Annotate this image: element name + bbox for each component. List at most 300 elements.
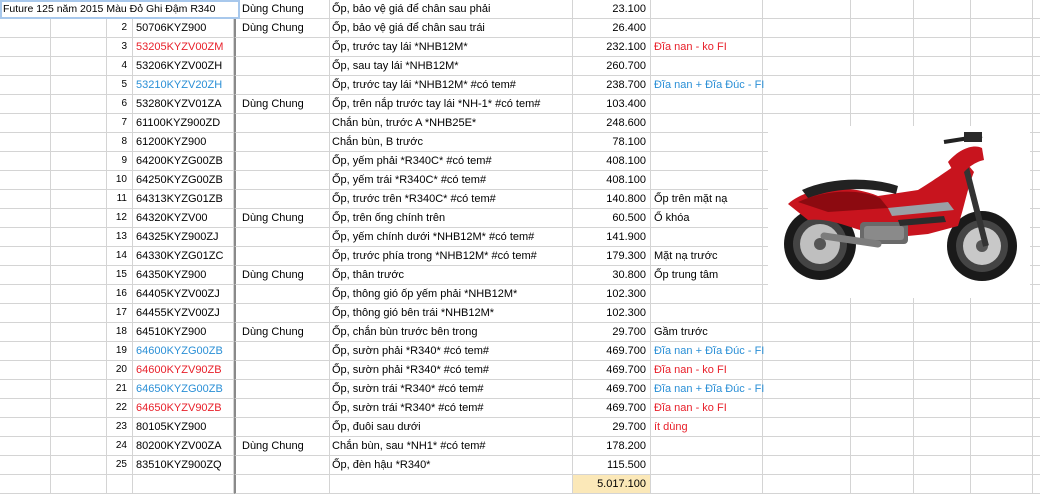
part-name-cell[interactable]: Ốp, sườn trái *R340* #có tem# — [330, 399, 573, 418]
col-j-cell[interactable] — [914, 95, 971, 114]
col-a-cell[interactable] — [0, 323, 51, 342]
col-b-cell[interactable] — [51, 456, 107, 475]
col-j-cell[interactable] — [914, 57, 971, 76]
col-j-cell[interactable] — [914, 361, 971, 380]
col-h-cell[interactable] — [763, 399, 851, 418]
col-a-cell[interactable] — [0, 361, 51, 380]
col-b-cell[interactable] — [51, 209, 107, 228]
col-l-cell[interactable] — [1033, 380, 1040, 399]
part-name-cell[interactable]: Ốp, sườn trái *R340* #có tem# — [330, 380, 573, 399]
usage-cell[interactable] — [234, 475, 330, 494]
price-cell[interactable]: 178.200 — [573, 437, 651, 456]
usage-cell[interactable]: Dùng Chung — [234, 95, 330, 114]
col-b-cell[interactable] — [51, 361, 107, 380]
col-h-cell[interactable] — [763, 304, 851, 323]
part-name-cell[interactable]: Ốp, đuôi sau dưới — [330, 418, 573, 437]
note-cell[interactable] — [651, 95, 763, 114]
col-l-cell[interactable] — [1033, 190, 1040, 209]
col-l-cell[interactable] — [1033, 38, 1040, 57]
col-b-cell[interactable] — [51, 95, 107, 114]
col-k-cell[interactable] — [971, 399, 1033, 418]
col-l-cell[interactable] — [1033, 228, 1040, 247]
col-k-cell[interactable] — [971, 304, 1033, 323]
col-j-cell[interactable] — [914, 380, 971, 399]
col-j-cell[interactable] — [914, 0, 971, 19]
col-a-cell[interactable] — [0, 190, 51, 209]
col-k-cell[interactable] — [971, 361, 1033, 380]
part-code-cell[interactable]: 50706KYZ900 — [133, 19, 234, 38]
col-a-cell[interactable] — [0, 285, 51, 304]
col-b-cell[interactable] — [51, 475, 107, 494]
col-a-cell[interactable] — [0, 152, 51, 171]
note-cell[interactable]: Đĩa nan - ko FI — [651, 399, 763, 418]
col-a-cell[interactable] — [0, 456, 51, 475]
usage-cell[interactable]: Dùng Chung — [234, 209, 330, 228]
col-b-cell[interactable] — [51, 342, 107, 361]
row-number-cell[interactable]: 17 — [107, 304, 133, 323]
col-a-cell[interactable] — [0, 475, 51, 494]
part-code-cell[interactable]: 64250KYZG00ZB — [133, 171, 234, 190]
note-cell[interactable] — [651, 19, 763, 38]
col-h-cell[interactable] — [763, 456, 851, 475]
usage-cell[interactable] — [234, 171, 330, 190]
col-b-cell[interactable] — [51, 76, 107, 95]
col-j-cell[interactable] — [914, 475, 971, 494]
col-l-cell[interactable] — [1033, 0, 1040, 19]
usage-cell[interactable] — [234, 285, 330, 304]
part-code-cell[interactable]: 80105KYZ900 — [133, 418, 234, 437]
col-i-cell[interactable] — [851, 38, 914, 57]
usage-cell[interactable]: Dùng Chung — [234, 0, 330, 19]
usage-cell[interactable] — [234, 57, 330, 76]
row-number-cell[interactable]: 23 — [107, 418, 133, 437]
row-number-cell[interactable]: 20 — [107, 361, 133, 380]
note-cell[interactable] — [651, 437, 763, 456]
note-cell[interactable]: Đĩa nan + Đĩa Đúc - FI — [651, 342, 763, 361]
part-name-cell[interactable]: Ốp, sườn phải *R340* #có tem# — [330, 342, 573, 361]
col-b-cell[interactable] — [51, 38, 107, 57]
col-i-cell[interactable] — [851, 304, 914, 323]
col-a-cell[interactable] — [0, 437, 51, 456]
motorcycle-image[interactable] — [768, 126, 1030, 298]
price-cell[interactable]: 408.100 — [573, 152, 651, 171]
col-h-cell[interactable] — [763, 437, 851, 456]
price-cell[interactable]: 248.600 — [573, 114, 651, 133]
part-code-cell[interactable]: 64405KYZV00ZJ — [133, 285, 234, 304]
col-k-cell[interactable] — [971, 38, 1033, 57]
note-cell[interactable]: Đĩa nan + Đĩa Đúc - FI — [651, 380, 763, 399]
note-cell[interactable]: Ổ khóa — [651, 209, 763, 228]
part-code-cell[interactable]: 64320KYZV00 — [133, 209, 234, 228]
part-name-cell[interactable]: Ốp, trước phía trong *NHB12M* #có tem# — [330, 247, 573, 266]
col-a-cell[interactable] — [0, 171, 51, 190]
col-h-cell[interactable] — [763, 57, 851, 76]
col-b-cell[interactable] — [51, 133, 107, 152]
col-b-cell[interactable] — [51, 228, 107, 247]
col-i-cell[interactable] — [851, 380, 914, 399]
price-cell[interactable]: 238.700 — [573, 76, 651, 95]
note-cell[interactable] — [651, 171, 763, 190]
part-code-cell[interactable]: 64510KYZ900 — [133, 323, 234, 342]
col-h-cell[interactable] — [763, 323, 851, 342]
col-a-cell[interactable] — [0, 95, 51, 114]
part-name-cell[interactable] — [330, 475, 573, 494]
usage-cell[interactable] — [234, 228, 330, 247]
col-k-cell[interactable] — [971, 19, 1033, 38]
col-i-cell[interactable] — [851, 456, 914, 475]
col-k-cell[interactable] — [971, 323, 1033, 342]
col-b-cell[interactable] — [51, 152, 107, 171]
note-cell[interactable]: Mặt nạ trước — [651, 247, 763, 266]
note-cell[interactable] — [651, 456, 763, 475]
part-name-cell[interactable]: Ốp, thân trước — [330, 266, 573, 285]
usage-cell[interactable] — [234, 190, 330, 209]
col-b-cell[interactable] — [51, 304, 107, 323]
row-number-cell[interactable]: 18 — [107, 323, 133, 342]
usage-cell[interactable] — [234, 361, 330, 380]
row-number-cell[interactable]: 4 — [107, 57, 133, 76]
col-l-cell[interactable] — [1033, 266, 1040, 285]
col-b-cell[interactable] — [51, 247, 107, 266]
note-cell[interactable] — [651, 475, 763, 494]
col-l-cell[interactable] — [1033, 114, 1040, 133]
note-cell[interactable] — [651, 228, 763, 247]
usage-cell[interactable] — [234, 418, 330, 437]
note-cell[interactable]: ít dùng — [651, 418, 763, 437]
note-cell[interactable] — [651, 285, 763, 304]
price-cell[interactable]: 26.400 — [573, 19, 651, 38]
part-name-cell[interactable]: Ốp, thông gió bên trái *NHB12M* — [330, 304, 573, 323]
price-cell[interactable]: 29.700 — [573, 418, 651, 437]
usage-cell[interactable] — [234, 342, 330, 361]
col-b-cell[interactable] — [51, 190, 107, 209]
col-a-cell[interactable] — [0, 304, 51, 323]
col-a-cell[interactable] — [0, 19, 51, 38]
col-i-cell[interactable] — [851, 475, 914, 494]
col-h-cell[interactable] — [763, 475, 851, 494]
col-j-cell[interactable] — [914, 38, 971, 57]
price-cell[interactable]: 469.700 — [573, 361, 651, 380]
usage-cell[interactable]: Dùng Chung — [234, 437, 330, 456]
col-i-cell[interactable] — [851, 0, 914, 19]
part-name-cell[interactable]: Ốp, trên ống chính trên — [330, 209, 573, 228]
row-number-cell[interactable]: 13 — [107, 228, 133, 247]
row-number-cell[interactable]: 12 — [107, 209, 133, 228]
part-name-cell[interactable]: Ốp, trước tay lái *NHB12M* #có tem# — [330, 76, 573, 95]
row-number-cell[interactable]: 6 — [107, 95, 133, 114]
col-a-cell[interactable] — [0, 228, 51, 247]
note-cell[interactable]: Ốp trung tâm — [651, 266, 763, 285]
col-a-cell[interactable] — [0, 399, 51, 418]
col-j-cell[interactable] — [914, 342, 971, 361]
part-code-cell[interactable]: 64600KYZV90ZB — [133, 361, 234, 380]
col-i-cell[interactable] — [851, 57, 914, 76]
price-cell[interactable]: 60.500 — [573, 209, 651, 228]
row-number-cell[interactable]: 15 — [107, 266, 133, 285]
col-k-cell[interactable] — [971, 456, 1033, 475]
row-number-cell[interactable]: 10 — [107, 171, 133, 190]
row-number-cell[interactable]: 3 — [107, 38, 133, 57]
row-number-cell[interactable]: 19 — [107, 342, 133, 361]
price-cell[interactable]: 469.700 — [573, 380, 651, 399]
col-j-cell[interactable] — [914, 323, 971, 342]
col-h-cell[interactable] — [763, 76, 851, 95]
part-code-cell[interactable]: 64200KYZG00ZB — [133, 152, 234, 171]
part-name-cell[interactable]: Ốp, sườn phải *R340* #có tem# — [330, 361, 573, 380]
col-b-cell[interactable] — [51, 171, 107, 190]
col-b-cell[interactable] — [51, 266, 107, 285]
part-name-cell[interactable]: Ốp, thông gió ốp yếm phải *NHB12M* — [330, 285, 573, 304]
row-number-cell[interactable]: 14 — [107, 247, 133, 266]
col-b-cell[interactable] — [51, 323, 107, 342]
col-a-cell[interactable] — [0, 76, 51, 95]
part-code-cell[interactable]: 64325KYZ900ZJ — [133, 228, 234, 247]
note-cell[interactable] — [651, 304, 763, 323]
part-name-cell[interactable]: Ốp, bảo vệ giá để chân sau trái — [330, 19, 573, 38]
col-a-cell[interactable] — [0, 247, 51, 266]
table-row — [0, 19, 1040, 38]
col-l-cell[interactable] — [1033, 285, 1040, 304]
col-h-cell[interactable] — [763, 19, 851, 38]
col-k-cell[interactable] — [971, 380, 1033, 399]
row-number-cell[interactable]: 5 — [107, 76, 133, 95]
col-l-cell[interactable] — [1033, 171, 1040, 190]
row-number-cell[interactable]: 21 — [107, 380, 133, 399]
col-l-cell[interactable] — [1033, 456, 1040, 475]
col-k-cell[interactable] — [971, 57, 1033, 76]
part-code-cell[interactable]: 64455KYZV00ZJ — [133, 304, 234, 323]
usage-cell[interactable] — [234, 133, 330, 152]
col-i-cell[interactable] — [851, 361, 914, 380]
col-l-cell[interactable] — [1033, 475, 1040, 494]
table-row — [0, 76, 1040, 95]
price-cell[interactable]: 469.700 — [573, 342, 651, 361]
usage-cell[interactable] — [234, 247, 330, 266]
col-b-cell[interactable] — [51, 57, 107, 76]
part-code-cell[interactable]: 53280KYZV01ZA — [133, 95, 234, 114]
col-a-cell[interactable] — [0, 380, 51, 399]
col-i-cell[interactable] — [851, 342, 914, 361]
note-cell[interactable]: Đĩa nan - ko FI — [651, 361, 763, 380]
col-l-cell[interactable] — [1033, 418, 1040, 437]
note-cell[interactable]: Đĩa nan + Đĩa Đúc - FI — [651, 76, 763, 95]
col-l-cell[interactable] — [1033, 247, 1040, 266]
col-i-cell[interactable] — [851, 437, 914, 456]
part-code-cell[interactable]: 64600KYZG00ZB — [133, 342, 234, 361]
col-i-cell[interactable] — [851, 76, 914, 95]
part-code-cell[interactable]: 61100KYZ900ZD — [133, 114, 234, 133]
col-h-cell[interactable] — [763, 0, 851, 19]
col-b-cell[interactable] — [51, 399, 107, 418]
part-code-cell[interactable]: 64650KYZG00ZB — [133, 380, 234, 399]
note-cell[interactable] — [651, 57, 763, 76]
col-b-cell[interactable] — [51, 114, 107, 133]
col-a-cell[interactable] — [0, 38, 51, 57]
col-j-cell[interactable] — [914, 304, 971, 323]
part-name-cell[interactable]: Ốp, trước tay lái *NHB12M* — [330, 38, 573, 57]
part-code-cell[interactable]: 64330KYZG01ZC — [133, 247, 234, 266]
note-cell[interactable]: Đĩa nan - ko FI — [651, 38, 763, 57]
price-cell[interactable]: 23.100 — [573, 0, 651, 19]
col-i-cell[interactable] — [851, 323, 914, 342]
row-number-cell[interactable]: 24 — [107, 437, 133, 456]
usage-cell[interactable]: Dùng Chung — [234, 266, 330, 285]
row-number-cell[interactable]: 9 — [107, 152, 133, 171]
col-l-cell[interactable] — [1033, 342, 1040, 361]
price-cell[interactable]: 102.300 — [573, 304, 651, 323]
usage-cell[interactable] — [234, 304, 330, 323]
note-cell[interactable] — [651, 133, 763, 152]
col-h-cell[interactable] — [763, 418, 851, 437]
col-k-cell[interactable] — [971, 475, 1033, 494]
part-name-cell[interactable]: Ốp, đèn hậu *R340* — [330, 456, 573, 475]
col-l-cell[interactable] — [1033, 304, 1040, 323]
sheet-title-cell[interactable] — [0, 0, 240, 19]
col-h-cell[interactable] — [763, 361, 851, 380]
part-code-cell[interactable]: 83510KYZ900ZQ — [133, 456, 234, 475]
col-a-cell[interactable] — [0, 114, 51, 133]
col-k-cell[interactable] — [971, 342, 1033, 361]
row-number-cell[interactable] — [107, 475, 133, 494]
row-number-cell[interactable]: 16 — [107, 285, 133, 304]
col-j-cell[interactable] — [914, 399, 971, 418]
price-cell[interactable]: 78.100 — [573, 133, 651, 152]
price-cell[interactable]: 103.400 — [573, 95, 651, 114]
col-k-cell[interactable] — [971, 418, 1033, 437]
part-name-cell[interactable]: Chắn bùn, sau *NH1* #có tem# — [330, 437, 573, 456]
part-code-cell[interactable]: 64350KYZ900 — [133, 266, 234, 285]
col-b-cell[interactable] — [51, 19, 107, 38]
price-cell[interactable]: 408.100 — [573, 171, 651, 190]
total-row — [0, 475, 1040, 494]
price-cell[interactable]: 469.700 — [573, 399, 651, 418]
col-k-cell[interactable] — [971, 437, 1033, 456]
col-j-cell[interactable] — [914, 437, 971, 456]
usage-cell[interactable] — [234, 76, 330, 95]
note-cell[interactable] — [651, 152, 763, 171]
col-a-cell[interactable] — [0, 266, 51, 285]
price-cell[interactable]: 140.800 — [573, 190, 651, 209]
row-number-cell[interactable]: 7 — [107, 114, 133, 133]
col-l-cell[interactable] — [1033, 399, 1040, 418]
col-i-cell[interactable] — [851, 399, 914, 418]
col-l-cell[interactable] — [1033, 133, 1040, 152]
price-cell[interactable]: 141.900 — [573, 228, 651, 247]
usage-cell[interactable]: Dùng Chung — [234, 19, 330, 38]
col-k-cell[interactable] — [971, 76, 1033, 95]
price-cell[interactable]: 29.700 — [573, 323, 651, 342]
total-price-cell[interactable]: 5.017.100 — [573, 475, 651, 494]
col-k-cell[interactable] — [971, 95, 1033, 114]
col-j-cell[interactable] — [914, 456, 971, 475]
col-a-cell[interactable] — [0, 133, 51, 152]
part-code-cell[interactable] — [133, 475, 234, 494]
note-cell[interactable] — [651, 114, 763, 133]
price-cell[interactable]: 30.800 — [573, 266, 651, 285]
col-b-cell[interactable] — [51, 437, 107, 456]
part-name-cell[interactable]: Ốp, yếm phải *R340C* #có tem# — [330, 152, 573, 171]
col-b-cell[interactable] — [51, 285, 107, 304]
part-name-cell[interactable]: Ốp, yếm chính dưới *NHB12M* #có tem# — [330, 228, 573, 247]
note-cell[interactable]: Ốp trên mặt nạ — [651, 190, 763, 209]
row-number-cell[interactable]: 25 — [107, 456, 133, 475]
part-name-cell[interactable]: Chắn bùn, B trước — [330, 133, 573, 152]
usage-cell[interactable] — [234, 152, 330, 171]
col-h-cell[interactable] — [763, 380, 851, 399]
col-l-cell[interactable] — [1033, 361, 1040, 380]
part-code-cell[interactable]: 64313KYZG01ZB — [133, 190, 234, 209]
col-i-cell[interactable] — [851, 418, 914, 437]
col-l-cell[interactable] — [1033, 95, 1040, 114]
col-i-cell[interactable] — [851, 19, 914, 38]
part-name-cell[interactable]: Ốp, bảo vệ giá để chân sau phải — [330, 0, 573, 19]
row-number-cell[interactable]: 8 — [107, 133, 133, 152]
note-cell[interactable] — [651, 0, 763, 19]
row-number-cell[interactable]: 2 — [107, 19, 133, 38]
col-a-cell[interactable] — [0, 57, 51, 76]
col-a-cell[interactable] — [0, 209, 51, 228]
col-h-cell[interactable] — [763, 342, 851, 361]
usage-cell[interactable] — [234, 399, 330, 418]
part-code-cell[interactable]: 61200KYZ900 — [133, 133, 234, 152]
part-code-cell[interactable]: 53210KYZV20ZH — [133, 76, 234, 95]
col-a-cell[interactable] — [0, 342, 51, 361]
part-name-cell[interactable]: Chắn bùn, trước A *NHB25E* — [330, 114, 573, 133]
col-k-cell[interactable] — [971, 0, 1033, 19]
usage-cell[interactable]: Dùng Chung — [234, 323, 330, 342]
col-l-cell[interactable] — [1033, 19, 1040, 38]
col-j-cell[interactable] — [914, 418, 971, 437]
usage-cell[interactable] — [234, 456, 330, 475]
part-code-cell[interactable]: 64650KYZV90ZB — [133, 399, 234, 418]
part-name-cell[interactable]: Ốp, chắn bùn trước bên trong — [330, 323, 573, 342]
col-l-cell[interactable] — [1033, 437, 1040, 456]
col-j-cell[interactable] — [914, 19, 971, 38]
row-number-cell[interactable]: 22 — [107, 399, 133, 418]
col-l-cell[interactable] — [1033, 57, 1040, 76]
note-cell[interactable]: Gầm trước — [651, 323, 763, 342]
part-code-cell[interactable]: 53206KYZV00ZH — [133, 57, 234, 76]
col-b-cell[interactable] — [51, 418, 107, 437]
price-cell[interactable]: 232.100 — [573, 38, 651, 57]
col-h-cell[interactable] — [763, 38, 851, 57]
price-cell[interactable]: 179.300 — [573, 247, 651, 266]
col-l-cell[interactable] — [1033, 323, 1040, 342]
row-number-cell[interactable]: 11 — [107, 190, 133, 209]
col-l-cell[interactable] — [1033, 152, 1040, 171]
col-j-cell[interactable] — [914, 76, 971, 95]
usage-cell[interactable] — [234, 38, 330, 57]
sheet-title: Future 125 năm 2015 Màu Đỏ Ghi Đậm R340 — [3, 3, 216, 15]
col-b-cell[interactable] — [51, 380, 107, 399]
price-cell[interactable]: 102.300 — [573, 285, 651, 304]
part-name-cell[interactable]: Ốp, yếm trái *R340C* #có tem# — [330, 171, 573, 190]
price-cell[interactable]: 115.500 — [573, 456, 651, 475]
part-name-cell[interactable]: Ốp, trước trên *R340C* #có tem# — [330, 190, 573, 209]
price-cell[interactable]: 260.700 — [573, 57, 651, 76]
usage-cell[interactable] — [234, 114, 330, 133]
col-l-cell[interactable] — [1033, 209, 1040, 228]
usage-cell[interactable] — [234, 380, 330, 399]
part-name-cell[interactable]: Ốp, trên nắp trước tay lái *NH-1* #có tem# — [330, 95, 573, 114]
part-name-cell[interactable]: Ốp, sau tay lái *NHB12M* — [330, 57, 573, 76]
part-code-cell[interactable]: 80200KYZV00ZA — [133, 437, 234, 456]
col-i-cell[interactable] — [851, 95, 914, 114]
part-code-cell[interactable]: 53205KYZV00ZM — [133, 38, 234, 57]
col-a-cell[interactable] — [0, 418, 51, 437]
col-l-cell[interactable] — [1033, 76, 1040, 95]
col-h-cell[interactable] — [763, 95, 851, 114]
